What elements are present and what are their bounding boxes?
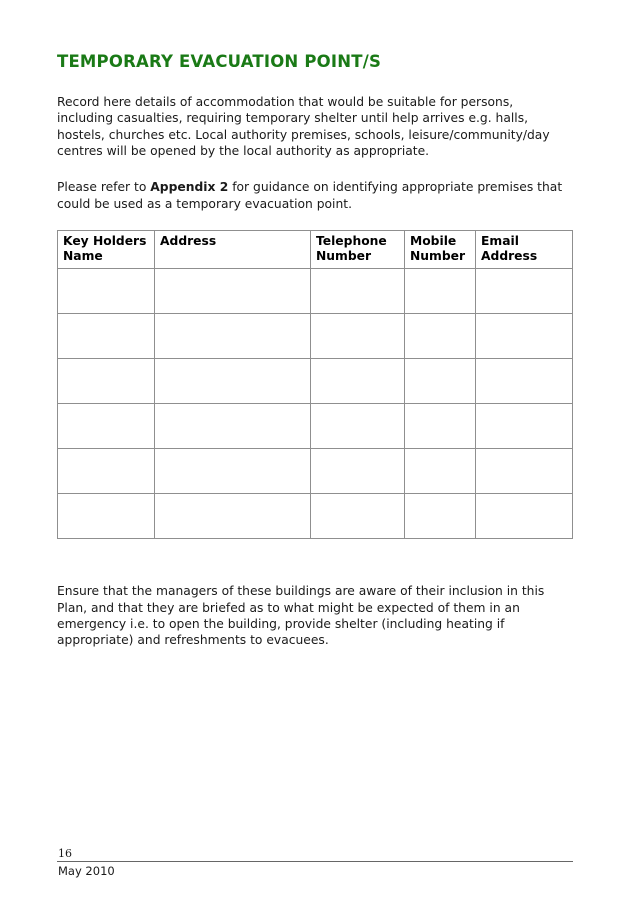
appendix-reference: Appendix 2 xyxy=(150,180,229,195)
guidance-suffix-text: for guidance on identifying appropriate premises that could be used as a temporary evacuation point. xyxy=(57,180,563,211)
cell-mobile-number[interactable] xyxy=(405,269,476,314)
cell-telephone-number[interactable] xyxy=(311,314,405,359)
table-row xyxy=(58,269,573,314)
column-header-mobile-number: Mobile Number xyxy=(405,231,476,269)
cell-key-holders-name[interactable] xyxy=(58,269,155,314)
table-row xyxy=(58,494,573,539)
cell-telephone-number[interactable] xyxy=(311,494,405,539)
cell-key-holders-name[interactable] xyxy=(58,449,155,494)
cell-email-address[interactable] xyxy=(476,449,573,494)
table-header-row xyxy=(58,231,573,269)
table-body xyxy=(58,269,573,539)
table-row xyxy=(58,449,573,494)
column-header-address: Address xyxy=(155,231,311,269)
cell-email-address[interactable] xyxy=(476,269,573,314)
table-row xyxy=(58,404,573,449)
cell-address[interactable] xyxy=(155,314,311,359)
cell-mobile-number[interactable] xyxy=(405,359,476,404)
cell-key-holders-name[interactable] xyxy=(58,314,155,359)
cell-mobile-number[interactable] xyxy=(405,404,476,449)
cell-telephone-number[interactable] xyxy=(311,269,405,314)
page-footer xyxy=(57,847,573,878)
cell-key-holders-name[interactable] xyxy=(58,359,155,404)
footer-page-number: 16 xyxy=(58,847,72,860)
table-row xyxy=(58,359,573,404)
closing-paragraph: Ensure that the managers of these buildings are aware of their inclusion in this Plan, and that they are briefed as to what might be expected of them in an emergency i.e. to open the building, provide shelter (including heating if appropriate) and refreshments to evacuees. xyxy=(57,584,545,648)
table-row xyxy=(58,314,573,359)
cell-address[interactable] xyxy=(155,269,311,314)
cell-mobile-number[interactable] xyxy=(405,314,476,359)
cell-email-address[interactable] xyxy=(476,404,573,449)
cell-address[interactable] xyxy=(155,404,311,449)
cell-email-address[interactable] xyxy=(476,494,573,539)
cell-address[interactable] xyxy=(155,359,311,404)
cell-mobile-number[interactable] xyxy=(405,449,476,494)
key-holders-table xyxy=(57,230,573,539)
page-content xyxy=(57,52,573,669)
cell-address[interactable] xyxy=(155,494,311,539)
cell-email-address[interactable] xyxy=(476,359,573,404)
cell-address[interactable] xyxy=(155,449,311,494)
cell-telephone-number[interactable] xyxy=(311,404,405,449)
table-header xyxy=(58,231,573,269)
intro-paragraph: Record here details of accommodation that would be suitable for persons, including casualties, requiring temporary shelter until help arrives e.g. halls, hostels, churches etc. Local authority premises, schools, leisure/community/day centres will be opened by the local authority as appropriate. xyxy=(57,94,550,159)
cell-key-holders-name[interactable] xyxy=(58,404,155,449)
column-header-key-holders-name: Key Holders Name xyxy=(58,231,155,269)
key-holders-table-wrapper xyxy=(57,230,573,539)
cell-mobile-number[interactable] xyxy=(405,494,476,539)
cell-telephone-number[interactable] xyxy=(311,359,405,404)
cell-email-address[interactable] xyxy=(476,314,573,359)
column-header-email-address: Email Address xyxy=(476,231,573,269)
cell-telephone-number[interactable] xyxy=(311,449,405,494)
column-header-telephone-number: Telephone Number xyxy=(311,231,405,269)
footer-date: May 2010 xyxy=(58,864,115,878)
page-title: TEMPORARY EVACUATION POINT/S xyxy=(57,52,382,71)
guidance-paragraph xyxy=(57,179,573,212)
cell-key-holders-name[interactable] xyxy=(58,494,155,539)
guidance-prefix-text: Please refer to xyxy=(57,180,151,195)
footer-divider xyxy=(57,861,573,862)
